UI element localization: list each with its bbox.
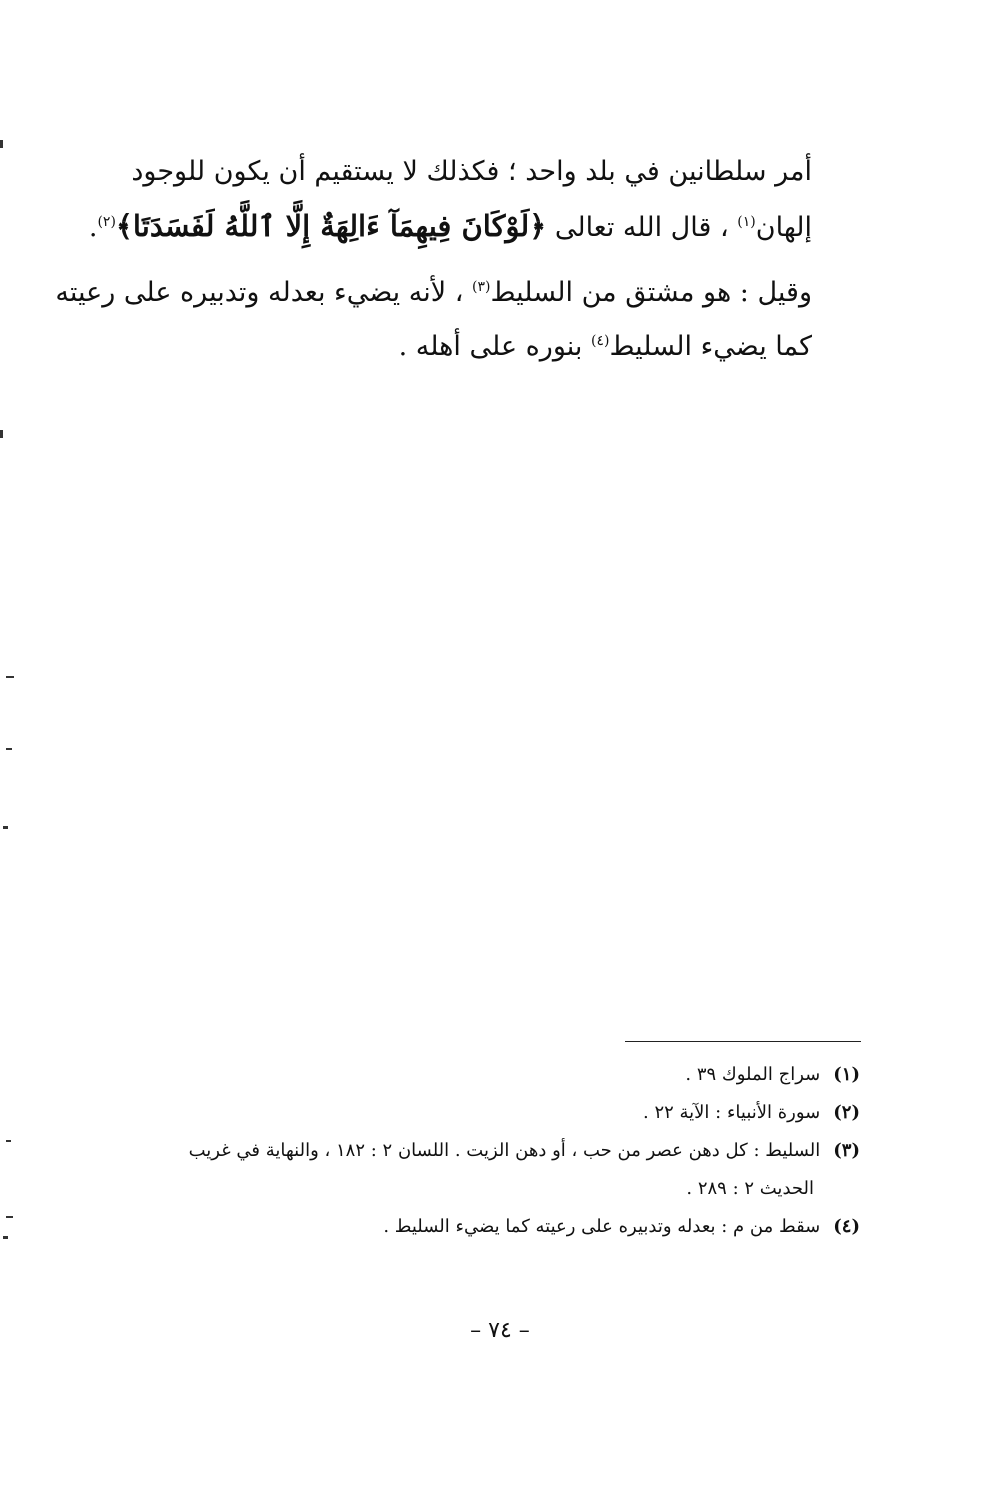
footnote-number: (١)	[833, 1064, 860, 1085]
footnote-text-continuation: الحديث ٢ : ٢٨٩ .	[686, 1178, 814, 1199]
quran-close-bracket: ﴾	[115, 209, 133, 243]
footnotes	[140, 1056, 860, 1246]
footnote-2	[140, 1094, 860, 1132]
footnote-separator	[625, 1041, 861, 1042]
footnote-4	[140, 1208, 860, 1246]
footnote-text: سقط من م : بعدله وتدبيره على رعيته كما يضيء السليط .	[383, 1216, 821, 1237]
footnote-ref-3[interactable]: (٣)	[472, 279, 491, 295]
paragraph-2-line-2-end: بنوره على أهله .	[398, 331, 592, 362]
quran-verse: لَوْكَانَ فِيهِمَآ ءَالِهَةٌ إِلَّا ٱللَّهُ لَفَسَدَتَا	[132, 209, 530, 243]
scan-mark	[6, 1216, 13, 1218]
scan-mark	[6, 676, 14, 678]
footnote-1	[140, 1056, 860, 1094]
footnote-number: (٢)	[833, 1102, 860, 1123]
footnote-text: سورة الأنبياء : الآية ٢٢ .	[642, 1102, 821, 1123]
paragraph-1	[88, 145, 812, 255]
paragraph-2	[55, 266, 812, 374]
footnote-number: (٣)	[833, 1140, 860, 1161]
quote-intro: ، قال الله تعالى	[546, 212, 738, 243]
footnote-number: (٤)	[833, 1216, 860, 1237]
sentence-end: .	[88, 212, 98, 243]
scan-mark	[3, 1236, 8, 1239]
footnote-text: السليط : كل دهن عصر من حب ، أو دهن الزيت . اللسان ٢ : ١٨٢ ، والنهاية في غريب	[188, 1140, 821, 1161]
quran-open-bracket: ﴿	[529, 209, 547, 243]
paragraph-2-line-1-end: ، لأنه يضيء بعدله وتدبيره على رعيته	[55, 277, 473, 308]
paragraph-2-line-1-start: وقيل : هو مشتق من السليط	[490, 277, 812, 308]
page-number: – ٧٤ –	[470, 1318, 530, 1343]
footnote-ref-4[interactable]: (٤)	[591, 333, 610, 349]
scan-mark	[0, 140, 3, 148]
paragraph-1-line-1: أمر سلطانين في بلد واحد ؛ فكذلك لا يستقيم أن يكون للوجود	[131, 156, 812, 187]
scan-mark	[3, 826, 8, 829]
paragraph-1-line-2	[88, 199, 812, 255]
footnote-ref-2[interactable]: (٢)	[97, 214, 116, 230]
paragraph-2-line-2-start: كما يضيء السليط	[609, 331, 812, 362]
paragraph-2-line-2	[160, 320, 812, 374]
footnote-3	[140, 1132, 860, 1208]
paragraph-2-line-1	[55, 266, 812, 320]
scan-mark	[0, 430, 3, 438]
footnote-text: سراج الملوك ٣٩ .	[685, 1064, 821, 1085]
word-ilahan: إلهان	[755, 212, 812, 243]
scan-mark	[6, 1140, 11, 1142]
footnote-ref-1[interactable]: (١)	[737, 214, 756, 230]
scan-mark	[6, 748, 12, 750]
